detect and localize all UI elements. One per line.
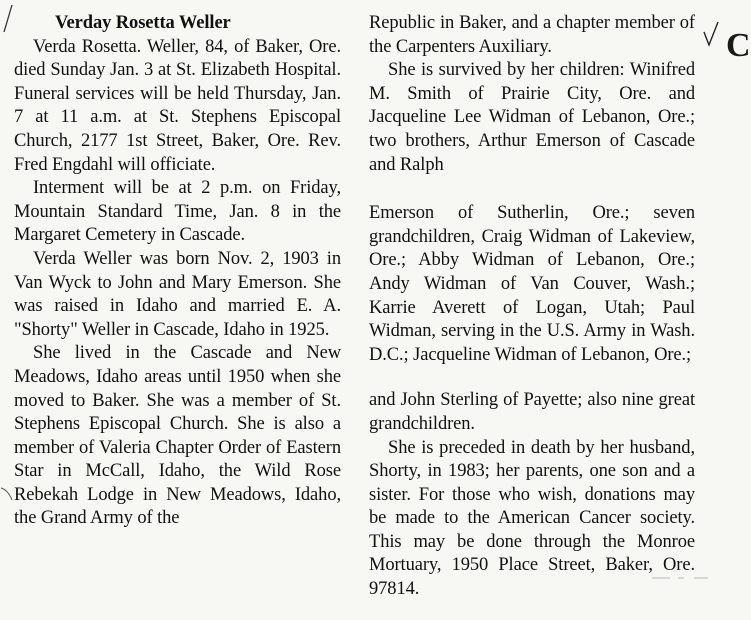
paragraph-services: Verda Rosetta. Weller, 84, of Baker, Ore. died Sunday Jan. 3 at St. Elizabeth Hospital. Funeral services will be held Thursday, Jan. 7 at 11 a.m. at St. Stephens Episcopal Church, 2177 1st Street, Baker, Ore. Rev. Fred Engdahl will officiate. — [14, 36, 341, 175]
paragraph-survivors: She is survived by her children: Winifred M. Smith of Prairie City, Ore. and Jacqueline Lee Widman of Lebanon, Ore.; two brothers, Arthur Emerson of Cascade and Ralph — [369, 60, 695, 175]
check-mark-icon — [702, 20, 720, 48]
column-left — [14, 12, 341, 531]
pen-mark-left — [1, 4, 15, 34]
paragraph-preceded: She is preceded in death by her husband, Shorty, in 1983; her parents, one son and a sister. For those who wish, donations may be made to the American Cancer society. This may be done through the Monroe Mortuary, 1950 Place Street, Baker, Ore. 97814. — [369, 437, 695, 600]
paragraph-life: She lived in the Cascade and New Meadows, Idaho areas until 1950 when she moved to Baker. She was a member of St. Stephens Episcopal Church. She is also a member of Valeria Chapter Order of Eastern Star in McCall, Idaho, the Wild Rose Rebekah Lodge in New Meadows, Idaho, the Grand Army of the — [14, 343, 341, 529]
obituary-headline: Verday Rosetta Weller — [55, 13, 231, 33]
paragraph-interment: Interment will be at 2 p.m. on Friday, Mountain Standard Time, Jan. 8 in the Margaret Cemetery in Cascade. — [14, 178, 341, 246]
column-right — [369, 12, 695, 602]
paragraph-survivors-end: and John Sterling of Payette; also nine great grandchildren. — [369, 390, 695, 434]
paragraph-birth: Verda Weller was born Nov. 2, 1903 in Van Wyck to John and Mary Emerson. She was raised in Idaho and married E. A. "Shorty" Weller in Cascade, Idaho in 1925. — [14, 248, 341, 340]
page-curl-mark — [0, 486, 14, 502]
paragraph-survivors-continued: Emerson of Sutherlin, Ore.; seven grandchildren, Craig Widman of Lakeview, Ore.; Abby Widman of Lebanon, Ore.; Andy Widman of Van Couver, Wash.; Karrie Averett of Logan, Utah; Paul Widman, serving in the U.S. Army in Wash. D.C.; Jacqueline Widman of Lebanon, Ore.; — [369, 203, 695, 365]
stray-dash-mark — [650, 575, 710, 581]
paragraph-life-continued: Republic in Baker, and a chapter member of the Carpenters Auxiliary. — [369, 13, 695, 57]
cut-off-edge-letter: C — [726, 27, 751, 64]
